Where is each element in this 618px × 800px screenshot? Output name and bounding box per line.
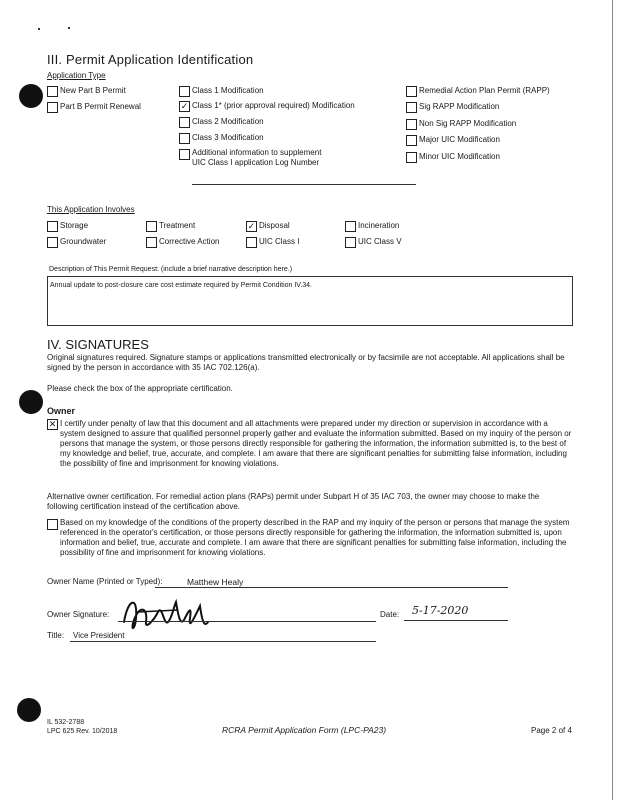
new-part-b-label: New Part B Permit bbox=[60, 86, 126, 95]
owner-signature-image bbox=[118, 592, 218, 640]
uic-class-v-label: UIC Class V bbox=[358, 237, 402, 246]
checkbox-part-b-renewal[interactable] bbox=[47, 102, 58, 113]
checkbox-class1-star-mod[interactable]: ✓ bbox=[180, 101, 189, 111]
treatment-label: Treatment bbox=[159, 221, 196, 230]
class1-star-mod-label: Class 1* (prior approval required) Modification bbox=[192, 101, 355, 110]
incineration-label: Incineration bbox=[358, 221, 400, 230]
owner-name-value: Matthew Healy bbox=[187, 577, 244, 587]
scan-speck bbox=[68, 27, 70, 29]
section-iv-title: IV. SIGNATURES bbox=[47, 337, 149, 352]
additional-info-line2: UIC Class I application Log Number bbox=[192, 158, 320, 167]
alt-certification-text: Based on my knowledge of the conditions of the property described in the RAP and my inquiry of the person or persons that manage the system referenced in the operator's certification, or those persons directly responsible for gathering the information, the information submitted is, upon information and belief, true, accurate and complete. I am aware that there are significant penalties for submitting false information, including the possibility of fine and imprisonment for knowing violations. bbox=[60, 518, 570, 557]
date-line[interactable] bbox=[404, 620, 508, 621]
involves-label: This Application Involves bbox=[47, 205, 135, 214]
title-value: Vice President bbox=[73, 631, 125, 640]
punch-hole bbox=[19, 84, 43, 108]
checkbox-incineration[interactable] bbox=[345, 221, 356, 232]
footer-form-name: RCRA Permit Application Form (LPC-PA23) bbox=[222, 725, 387, 735]
checkbox-non-sig-rapp[interactable] bbox=[406, 119, 417, 130]
owner-signature-line[interactable] bbox=[118, 621, 376, 622]
footer-code-1: IL 532-2788 bbox=[47, 719, 85, 726]
minor-uic-label: Minor UIC Modification bbox=[419, 152, 500, 161]
checkbox-storage[interactable] bbox=[47, 221, 58, 232]
checkbox-owner-certification[interactable]: ✕ bbox=[48, 419, 57, 429]
additional-info-label: Additional information to supplement bbox=[192, 148, 322, 157]
punch-hole bbox=[19, 390, 43, 414]
signatures-intro: Original signatures required. Signature stamps or applications transmitted electronically or by facsimile are not acceptable. All applications shall be signed by the person in accordance with 35 IAC 702.126(a). bbox=[47, 353, 565, 372]
owner-signature-label: Owner Signature: bbox=[47, 610, 110, 619]
checkbox-class2-mod[interactable] bbox=[179, 117, 190, 128]
application-type-label: Application Type bbox=[47, 71, 106, 80]
part-b-renewal-label: Part B Permit Renewal bbox=[60, 102, 141, 111]
class2-mod-label: Class 2 Modification bbox=[192, 117, 264, 126]
disposal-label: Disposal bbox=[259, 221, 290, 230]
owner-name-line bbox=[155, 587, 508, 588]
sig-rapp-label: Sig RAPP Modification bbox=[419, 102, 500, 111]
footer-page-number: Page 2 of 4 bbox=[531, 726, 572, 735]
section-iii-title: III. Permit Application Identification bbox=[47, 52, 254, 67]
groundwater-label: Groundwater bbox=[60, 237, 107, 246]
checkbox-new-part-b[interactable] bbox=[47, 86, 58, 97]
checkbox-groundwater[interactable] bbox=[47, 237, 58, 248]
storage-label: Storage bbox=[60, 221, 89, 230]
checkbox-rapp[interactable] bbox=[406, 86, 417, 97]
checkbox-sig-rapp[interactable] bbox=[406, 102, 417, 113]
owner-name-label: Owner Name (Printed or Typed): bbox=[47, 577, 163, 586]
checkbox-class3-mod[interactable] bbox=[179, 133, 190, 144]
major-uic-label: Major UIC Modification bbox=[419, 135, 500, 144]
check-instruction: Please check the box of the appropriate certification. bbox=[47, 384, 233, 393]
date-value: 5-17-2020 bbox=[412, 604, 469, 617]
checkbox-class1-mod[interactable] bbox=[179, 86, 190, 97]
date-label: Date: bbox=[380, 610, 400, 619]
log-number-line[interactable] bbox=[192, 184, 416, 185]
checkbox-alt-certification[interactable] bbox=[47, 519, 58, 530]
description-field[interactable] bbox=[47, 276, 573, 326]
owner-heading: Owner bbox=[47, 406, 76, 416]
checkbox-minor-uic[interactable] bbox=[406, 152, 417, 163]
corrective-action-label: Corrective Action bbox=[159, 237, 220, 246]
checkbox-treatment[interactable] bbox=[146, 221, 157, 232]
uic-class-i-label: UIC Class I bbox=[259, 237, 300, 246]
footer-code-2: LPC 625 Rev. 10/2018 bbox=[47, 728, 118, 735]
scan-speck bbox=[38, 28, 40, 30]
punch-hole bbox=[17, 698, 41, 722]
alt-certification-intro: Alternative owner certification. For remedial action plans (RAPs) permit under Subpart H of 35 IAC 703, the owner may choose to make the following certification instead of the certification above. bbox=[47, 492, 540, 511]
checkbox-corrective-action[interactable] bbox=[146, 237, 157, 248]
owner-certification-text: I certify under penalty of law that this document and all attachments were prepared under my direction or supervision in accordance with a system designed to assure that qualified personnel properly gather and evaluate the information submitted. Based on my inquiry of the person or persons that manage the system, or those persons directly responsible for gathering the information, the information submitted is, to the best of my knowledge and belief, true, accurate, and complete. I am aware that there are significant penalties for submitting false information, including the possibility of fine and imprisonment for knowing violations. bbox=[60, 419, 572, 468]
checkbox-uic-class-v[interactable] bbox=[345, 237, 356, 248]
title-line[interactable] bbox=[70, 641, 376, 642]
rapp-label: Remedial Action Plan Permit (RAPP) bbox=[419, 86, 550, 95]
scan-edge bbox=[612, 0, 613, 800]
description-label: Description of This Permit Request: (include a brief narrative description here.) bbox=[49, 266, 293, 273]
checkbox-uic-class-i[interactable] bbox=[246, 237, 257, 248]
non-sig-rapp-label: Non Sig RAPP Modification bbox=[419, 119, 517, 128]
description-value: Annual update to post-closure care cost estimate required by Permit Condition IV.34. bbox=[50, 282, 312, 289]
checkbox-major-uic[interactable] bbox=[406, 135, 417, 146]
class1-mod-label: Class 1 Modification bbox=[192, 86, 264, 95]
checkbox-disposal[interactable]: ✓ bbox=[247, 221, 256, 231]
class3-mod-label: Class 3 Modification bbox=[192, 133, 264, 142]
title-label: Title: bbox=[47, 631, 65, 640]
checkbox-additional-info[interactable] bbox=[179, 149, 190, 160]
